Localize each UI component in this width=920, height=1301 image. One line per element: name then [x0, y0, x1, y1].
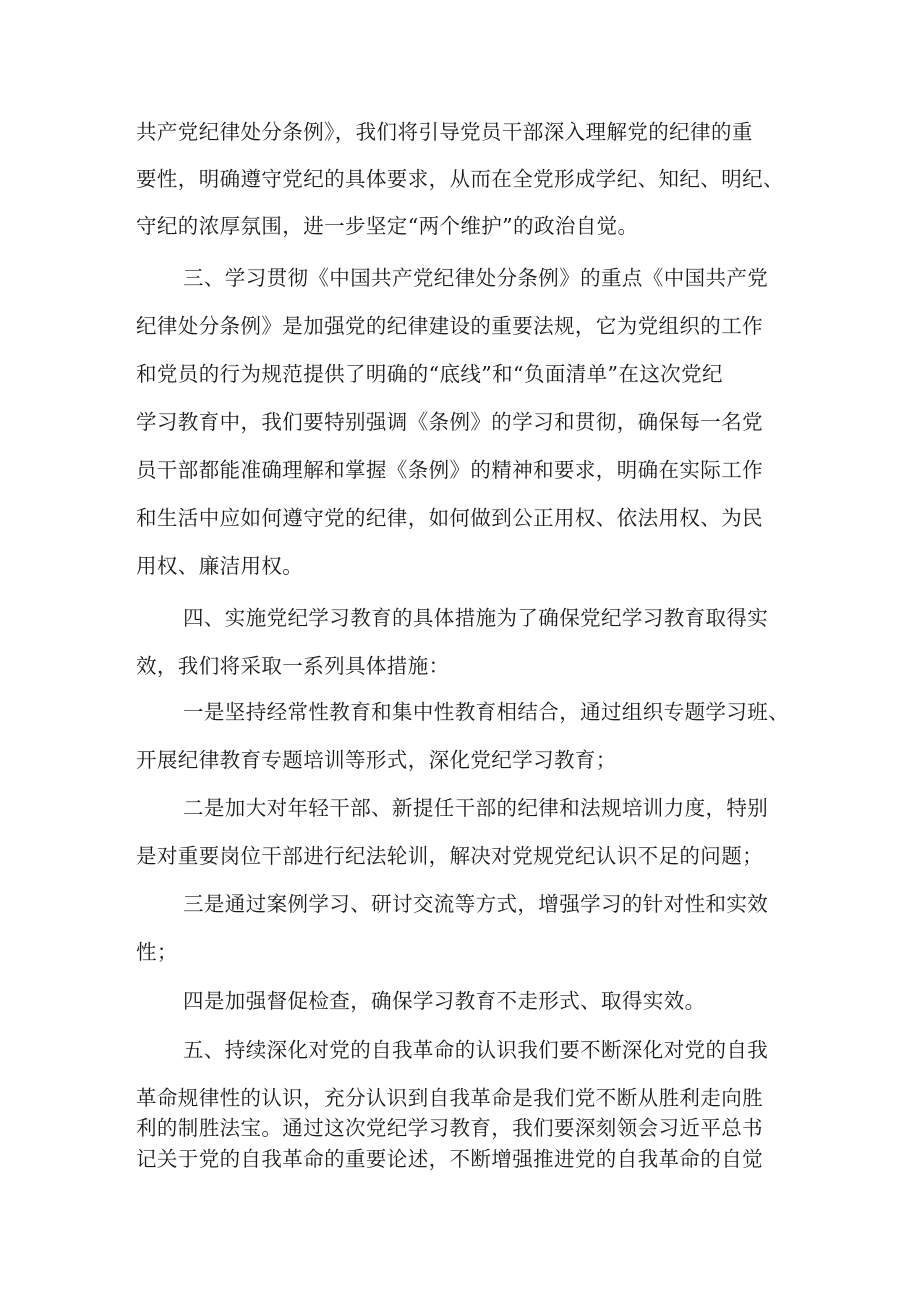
section-heading-line: 四、实施党纪学习教育的具体措施为了确保党纪学习教育取得实 — [183, 606, 769, 630]
text-line: 效，我们将采取一系列具体措施： — [136, 654, 450, 678]
text-line: 员干部都能准确理解和掌握《条例》的精神和要求，明确在实际工作 — [136, 458, 763, 482]
list-item-line: 四是加强督促检查，确保学习教育不走形式、取得实效。 — [183, 989, 706, 1013]
text-line: 用权、廉洁用权。 — [136, 554, 304, 578]
text-line: 革命规律性的认识，充分认识到自我革命是我们党不断从胜利走向胜 — [136, 1086, 763, 1110]
text-line: 开展纪律教育专题培训等形式，深化党纪学习教育； — [136, 748, 617, 772]
text-line: 性； — [136, 940, 178, 964]
list-item-line: 二是加大对年轻干部、新提任干部的纪律和法规培训力度，特别 — [183, 796, 769, 820]
text-line: 记关于党的自我革命的重要论述，不断增强推进党的自我革命的自觉 — [136, 1147, 763, 1171]
section-heading-line: 五、持续深化对党的自我革命的认识我们要不断深化对党的自我 — [183, 1038, 769, 1062]
text-line: 和生活中应如何遵守党的纪律，如何做到公正用权、依法用权、为民 — [136, 506, 763, 530]
list-item-line: 三是通过案例学习、研讨交流等方式，增强学习的针对性和实效 — [183, 892, 769, 916]
section-heading-line: 三、学习贯彻《中国共产党纪律处分条例》的重点《中国共产党 — [183, 266, 769, 290]
text-line: 利的制胜法宝。通过这次党纪学习教育，我们要深刻领会习近平总书 — [136, 1116, 763, 1140]
list-item-line: 一是坚持经常性教育和集中性教育相结合，通过组织专题学习班、 — [183, 700, 790, 724]
text-line: 守纪的浓厚氛围，进一步坚定“两个维护”的政治自觉。 — [136, 214, 639, 238]
text-line: 学习教育中，我们要特别强调《条例》的学习和贯彻，确保每一名党 — [136, 410, 763, 434]
text-line: 共产党纪律处分条例》，我们将引导党员干部深入理解党的纪律的重 — [136, 120, 753, 144]
text-line: 和党员的行为规范提供了明确的“底线”和“负面清单”在这次党纪 — [136, 362, 723, 386]
text-line: 要性，明确遵守党纪的具体要求，从而在全党形成学纪、知纪、明纪、 — [136, 167, 784, 191]
text-line: 纪律处分条例》是加强党的纪律建设的重要法规，它为党组织的工作 — [136, 314, 763, 338]
text-line: 是对重要岗位干部进行纪法轮训，解决对党规党纪认识不足的问题； — [136, 844, 763, 868]
